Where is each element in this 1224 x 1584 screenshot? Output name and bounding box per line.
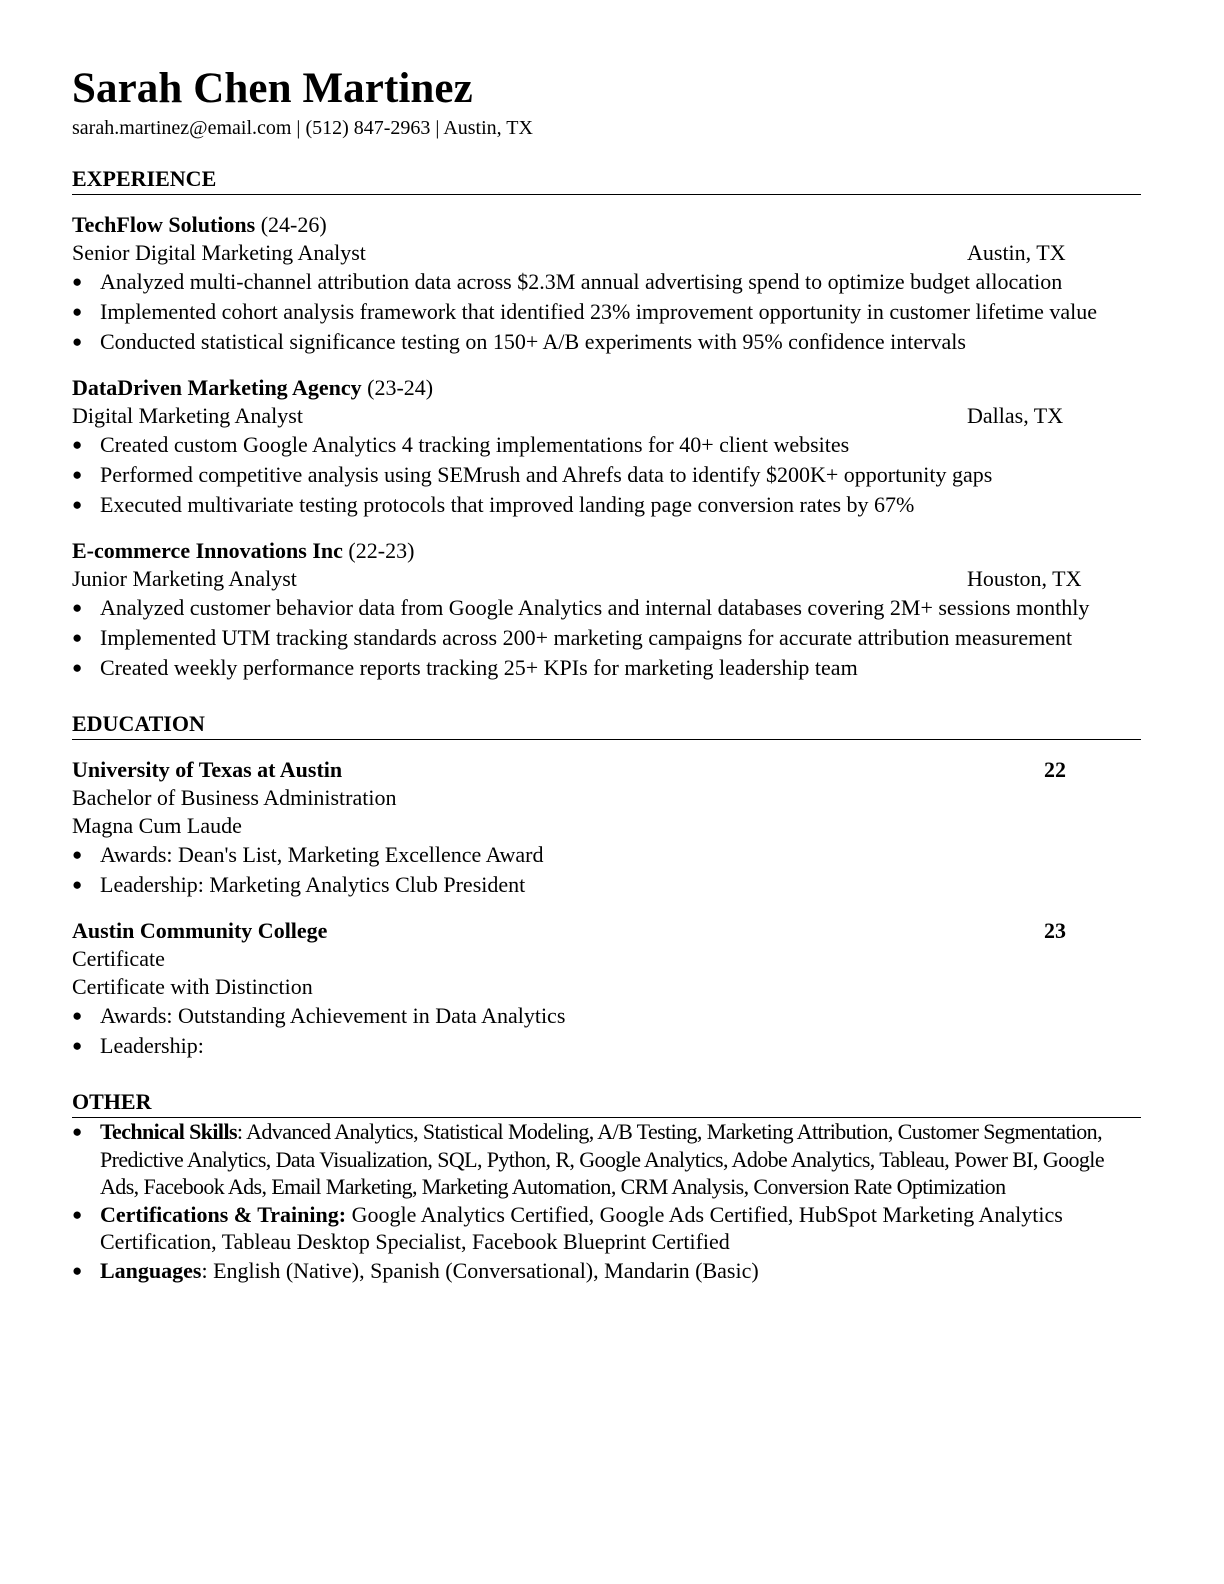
candidate-name: Sarah Chen Martinez (72, 65, 473, 112)
list-item: ● Executed multivariate testing protocols that improved landing page conversion rates by 67% (72, 490, 1130, 520)
job-role: Digital Marketing Analyst (72, 403, 303, 428)
list-item: ● Conducted statistical significance testing on 150+ A/B experiments with 95% confidence intervals (72, 327, 1130, 357)
bullet-icon: ● (72, 658, 83, 677)
job-role-row (72, 402, 1141, 430)
languages-text: : English (Native), Spanish (Conversational), Mandarin (Basic) (201, 1257, 759, 1283)
contact-line: sarah.martinez@email.com | (512) 847-2963 | Austin, TX (72, 117, 533, 139)
bullet-icon: ● (72, 598, 83, 617)
graduation-year: 22 (1044, 757, 1066, 782)
bullet-icon: ● (72, 1122, 82, 1141)
education-entry (72, 917, 1141, 1061)
list-item (72, 1201, 1130, 1256)
school-name: University of Texas at Austin (72, 757, 343, 782)
education-bullets (72, 1001, 1141, 1061)
technical-skills-text: : Advanced Analytics, Statistical Modeling, A/B Testing, Marketing Attribution, Customer Segmentation, Predictive Analytics, Data Visualization, SQL, Python, R, Google Analytics, Adobe Analytics, Tableau, Power BI, Google Ads, Facebook Ads, Email Marketing, Marketing Automation, CRM Analysis, Conversion Rate Optimization (100, 1119, 1104, 1199)
job-bullets (72, 430, 1141, 520)
bullet-icon: ● (72, 1036, 83, 1055)
school-name: Austin Community College (72, 918, 328, 943)
section-header-experience: EXPERIENCE (72, 165, 1141, 195)
technical-skills-label: Technical Skills (100, 1119, 237, 1144)
bullet-icon: ● (72, 1204, 83, 1224)
job-bullets (72, 267, 1141, 357)
bullet-icon: ● (72, 272, 83, 291)
job-role-row (72, 239, 1141, 267)
company-name: E-commerce Innovations Inc (72, 538, 343, 563)
honor: Certificate with Distinction (72, 974, 313, 999)
list-item: ● Leadership: (72, 1031, 1130, 1061)
languages-label: Languages (100, 1257, 202, 1283)
job-heading (72, 374, 1141, 402)
education-entry (72, 756, 1141, 900)
list-item: ● Awards: Outstanding Achievement in Data Analytics (72, 1001, 1130, 1031)
bullet-icon: ● (72, 845, 83, 864)
list-item (72, 1256, 1130, 1286)
list-item: ● Leadership: Marketing Analytics Club President (72, 870, 1130, 900)
company-name: DataDriven Marketing Agency (72, 375, 362, 400)
job-location: Austin, TX (967, 240, 1066, 265)
degree: Certificate (72, 946, 165, 971)
list-item: ● Analyzed multi-channel attribution data across $2.3M annual advertising spend to optimize budget allocation (72, 267, 1130, 297)
list-item: ● Implemented UTM tracking standards across 200+ marketing campaigns for accurate attribution measurement (72, 623, 1130, 653)
list-item: ● Created custom Google Analytics 4 tracking implementations for 40+ client websites (72, 430, 1130, 460)
bullet-icon: ● (72, 302, 83, 321)
other-list (72, 1118, 1141, 1286)
certifications-label: Certifications & Training: (100, 1201, 347, 1227)
job-role: Junior Marketing Analyst (72, 566, 297, 591)
bullet-icon: ● (72, 435, 83, 454)
list-item: ● Analyzed customer behavior data from Google Analytics and internal databases covering 2M+ sessions monthly (72, 593, 1130, 623)
job-entry (72, 374, 1141, 520)
bullet-icon: ● (72, 1006, 83, 1025)
bullet-icon: ● (72, 332, 83, 351)
list-item: ● Created weekly performance reports tracking 25+ KPIs for marketing leadership team (72, 653, 1130, 683)
job-role-row (72, 565, 1141, 593)
bullet-icon: ● (72, 495, 83, 514)
section-header-other: OTHER (72, 1088, 1141, 1118)
bullet-icon: ● (72, 628, 83, 647)
list-item: ● Implemented cohort analysis framework that identified 23% improvement opportunity in customer lifetime value (72, 297, 1130, 327)
list-item: ● Performed competitive analysis using SEMrush and Ahrefs data to identify $200K+ opportunity gaps (72, 460, 1130, 490)
job-entry (72, 537, 1141, 683)
job-years: (24-26) (260, 212, 327, 237)
school-heading (72, 917, 1141, 945)
list-item: ● Awards: Dean's List, Marketing Excellence Award (72, 840, 1130, 870)
bullet-icon: ● (72, 1260, 83, 1280)
job-location: Dallas, TX (967, 403, 1064, 428)
school-heading (72, 756, 1141, 784)
job-years: (22-23) (348, 538, 415, 563)
job-heading (72, 537, 1141, 565)
honor: Magna Cum Laude (72, 813, 242, 838)
certifications-text: Google Analytics Certified, Google Ads Certified, HubSpot Marketing Analytics Certification, Tableau Desktop Specialist, Facebook Blueprint Certified (100, 1201, 1063, 1254)
graduation-year: 23 (1044, 918, 1066, 943)
resume-page (72, 64, 1141, 1286)
degree: Bachelor of Business Administration (72, 785, 397, 810)
job-role: Senior Digital Marketing Analyst (72, 240, 366, 265)
job-heading (72, 211, 1141, 239)
job-years: (23-24) (367, 375, 434, 400)
bullet-icon: ● (72, 465, 83, 484)
job-entry (72, 211, 1141, 357)
job-location: Houston, TX (967, 566, 1082, 591)
list-item (72, 1118, 1130, 1201)
bullet-icon: ● (72, 875, 83, 894)
education-bullets (72, 840, 1141, 900)
job-bullets (72, 593, 1141, 683)
section-header-education: EDUCATION (72, 710, 1141, 740)
company-name: TechFlow Solutions (72, 212, 256, 237)
